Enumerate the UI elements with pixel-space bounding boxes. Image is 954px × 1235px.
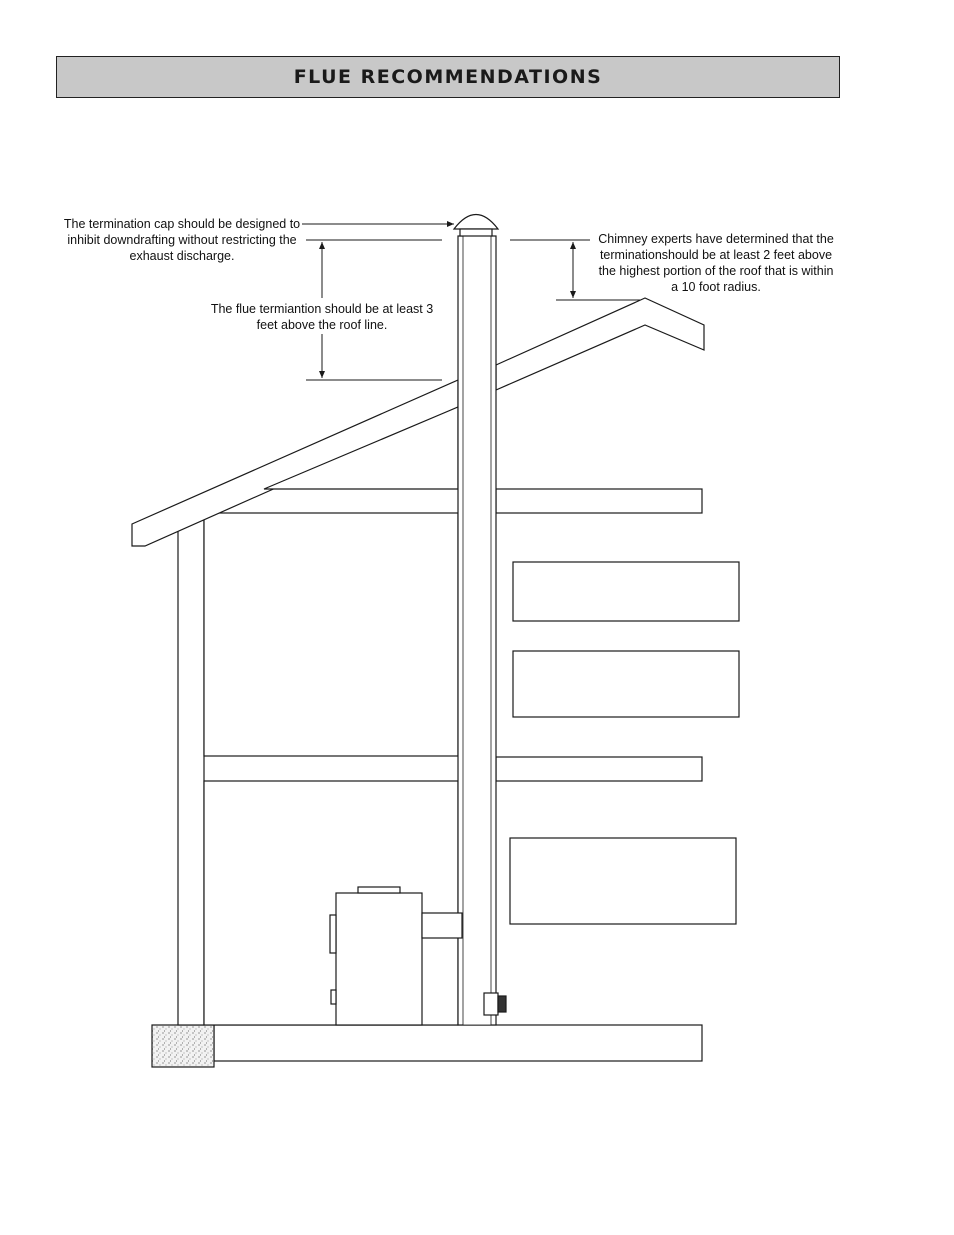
stove-top bbox=[358, 887, 400, 893]
attic-ceiling bbox=[264, 407, 458, 489]
termination-cap-base bbox=[460, 229, 492, 236]
cleanout-cap bbox=[498, 996, 506, 1012]
three-feet-note: The flue termiantion should be at least 3 feet above the roof line. bbox=[210, 302, 434, 332]
termination-cap-note: The termination cap should be designed to inhibit downdrafting without restricting the exhaust discharge. bbox=[63, 217, 301, 263]
stove-handle-2 bbox=[331, 990, 336, 1004]
chimney-cleanout bbox=[484, 993, 498, 1015]
chimney-pipe-inner bbox=[463, 236, 491, 1025]
upper-room-left bbox=[204, 513, 458, 756]
floor-slab bbox=[214, 1025, 702, 1061]
label-box-3 bbox=[510, 838, 736, 924]
two-feet-note: Chimney experts have determined that the terminationshould be at least 2 feet above the highest portion of the roof that is within a 10 foot radius. bbox=[598, 232, 834, 294]
exterior-wall bbox=[178, 520, 204, 1025]
lower-floor-joist bbox=[496, 757, 702, 781]
stove-handle-1 bbox=[330, 915, 336, 953]
foundation-footing bbox=[152, 1025, 214, 1067]
label-box-1 bbox=[513, 562, 739, 621]
page-title: FLUE RECOMMENDATIONS bbox=[293, 66, 603, 88]
roof-right bbox=[496, 298, 704, 390]
upper-floor-joist bbox=[496, 489, 702, 513]
termination-cap bbox=[454, 215, 498, 230]
stove-body bbox=[336, 893, 422, 1025]
label-box-2 bbox=[513, 651, 739, 717]
stove-connector-pipe bbox=[422, 913, 462, 938]
